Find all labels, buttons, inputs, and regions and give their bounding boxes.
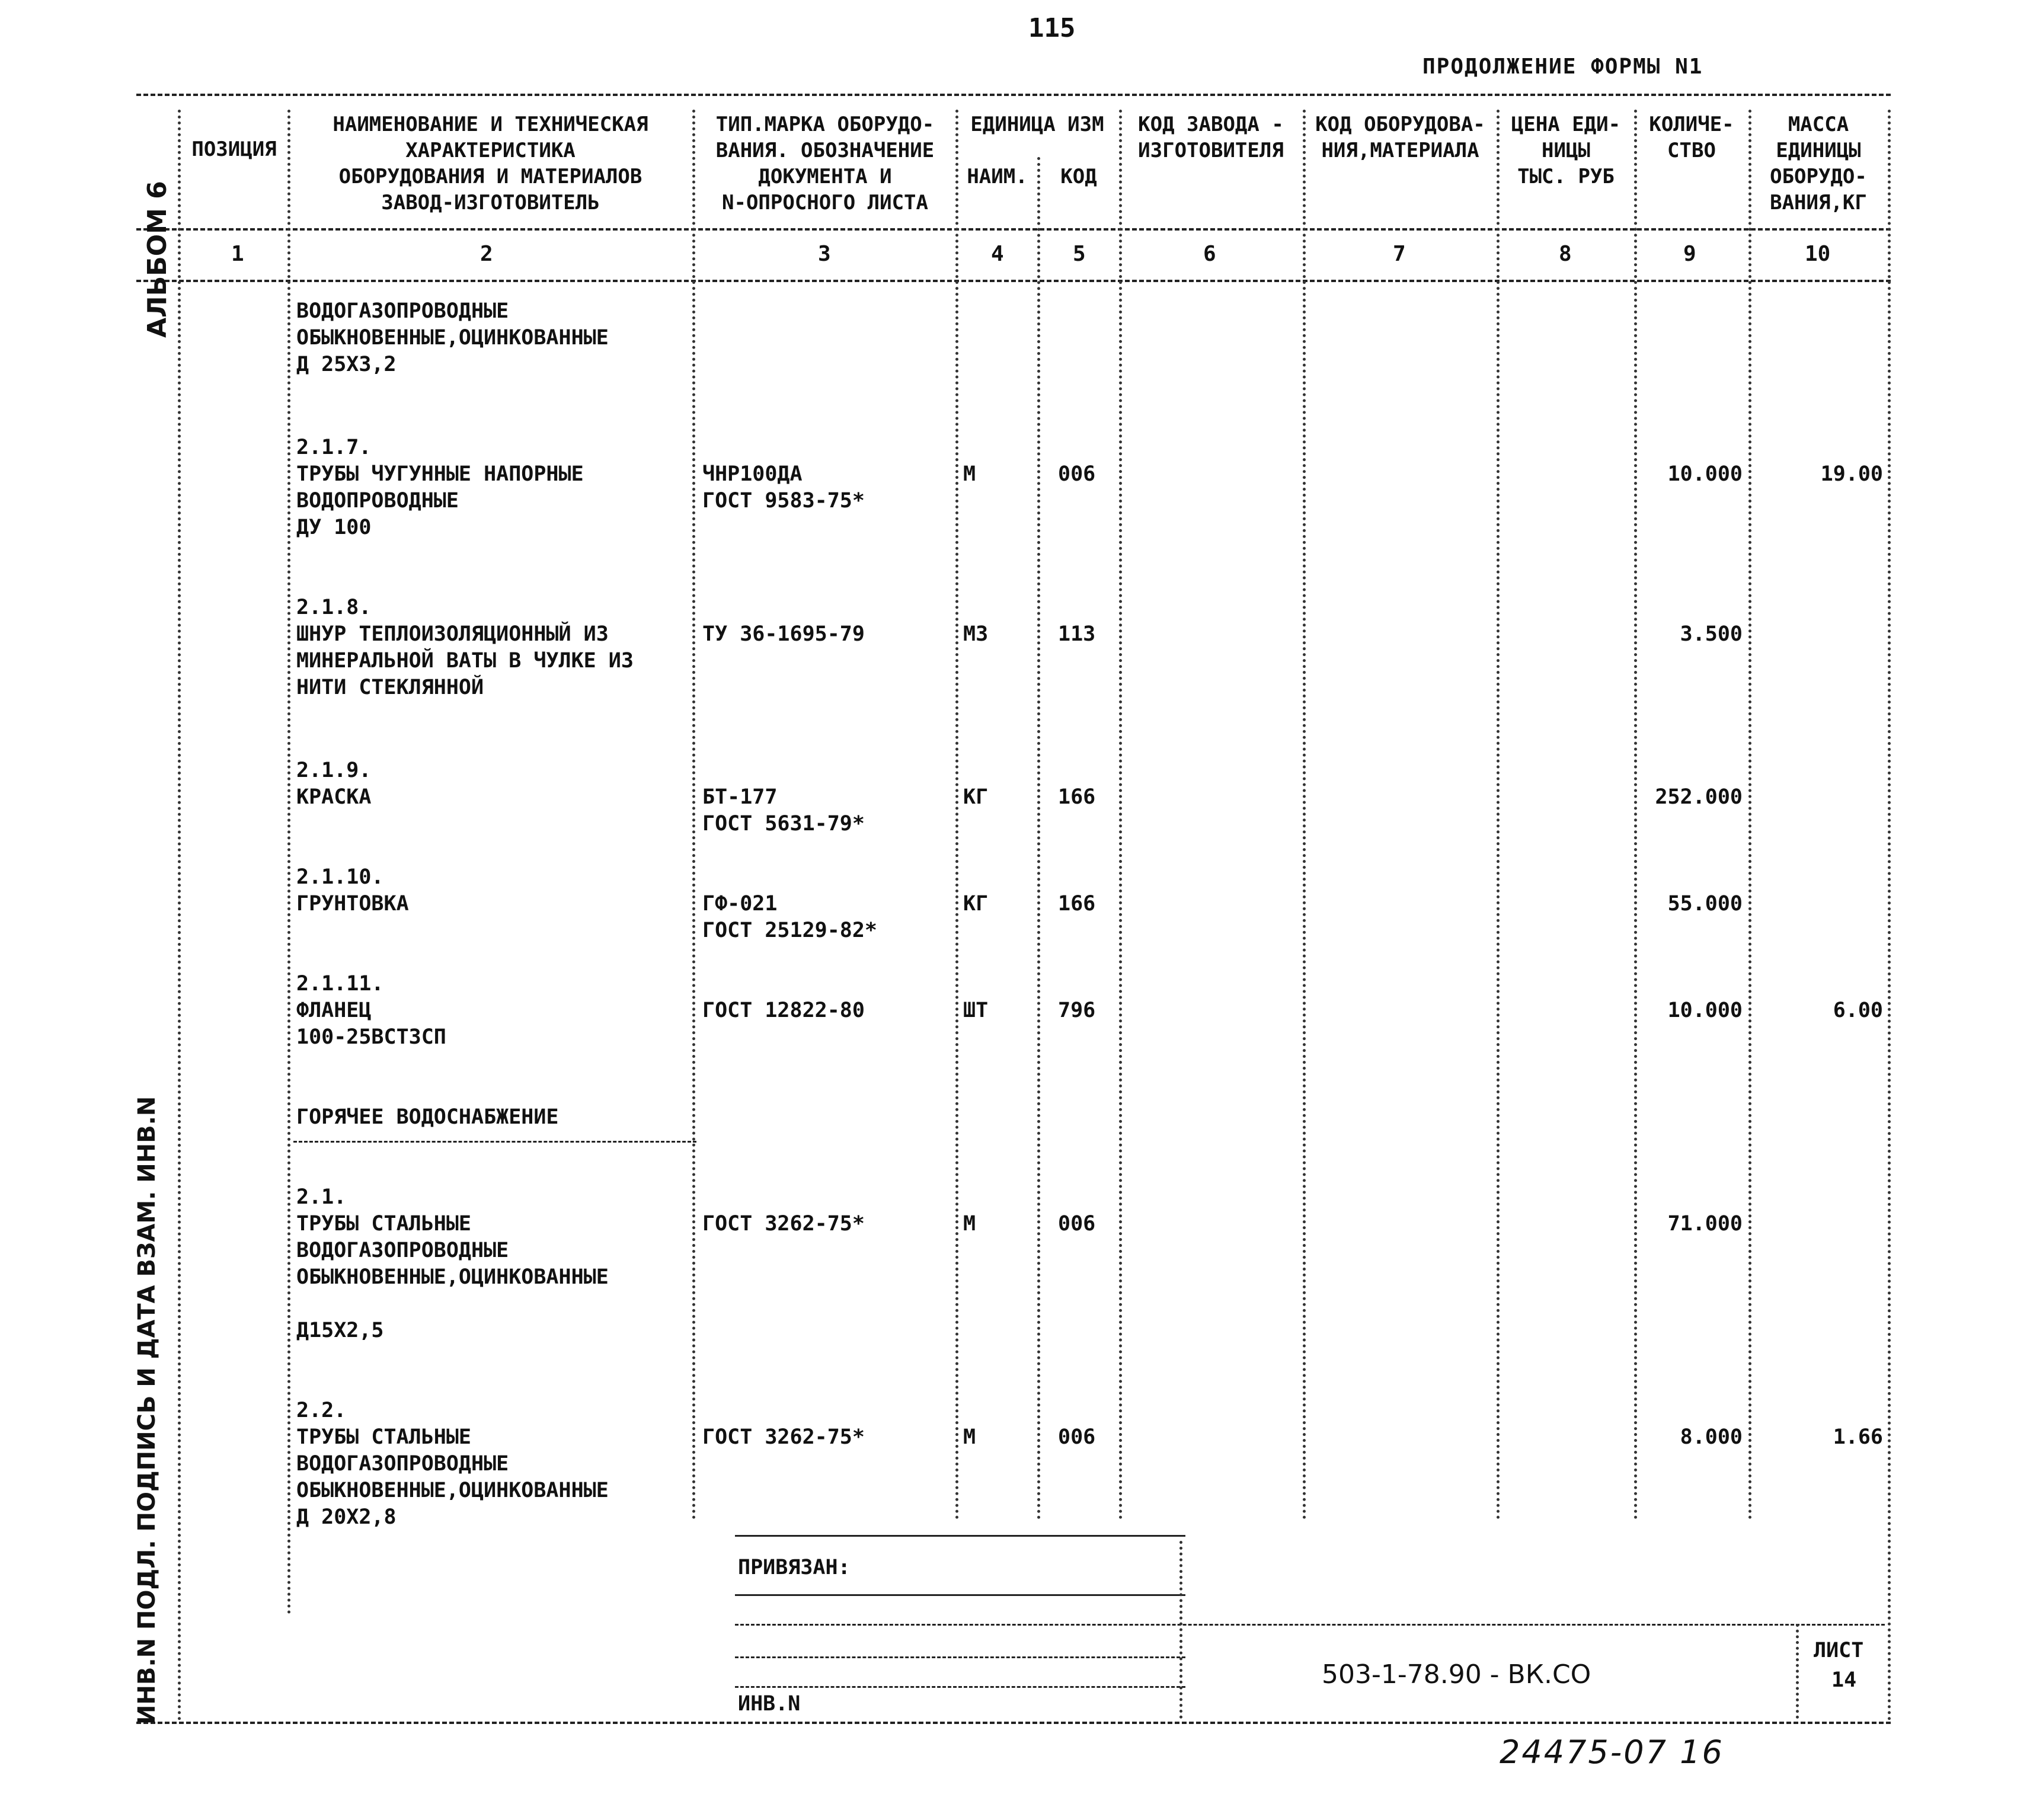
col-sep-4 — [955, 110, 958, 1520]
page-number: 115 — [1028, 13, 1076, 43]
column-number: 1 — [231, 242, 244, 266]
row-position: 2.1.10. — [296, 865, 384, 889]
row-type-line: ЧНР100ДА — [702, 462, 803, 486]
row-type-line: ГОСТ 3262-75* — [702, 1212, 865, 1236]
column-number: 5 — [1073, 242, 1086, 266]
row-quantity: 10.000 — [1667, 999, 1743, 1022]
row-name-line: ВОДОГАЗОПРОВОДНЫЕ — [296, 299, 509, 323]
header-equipment-code: КОД ОБОРУДОВА- НИЯ,МАТЕРИАЛА — [1315, 113, 1485, 162]
row-type-line: ГФ-021 — [702, 892, 778, 916]
row-type-line: ГОСТ 3262-75* — [702, 1425, 865, 1449]
side-stamp: ИНВ.N ПОДЛ. ПОДПИСЬ И ДАТА ВЗАМ. ИНВ.N — [133, 1096, 161, 1725]
row-name-line: ТРУБЫ ЧУГУННЫЕ НАПОРНЫЕ — [296, 462, 584, 486]
row-name-line: ТРУБЫ СТАЛЬНЫЕ — [296, 1425, 472, 1449]
row-quantity: 10.000 — [1667, 462, 1743, 486]
row-unit-code: 006 — [1058, 1212, 1096, 1236]
row-unit: КГ — [963, 892, 989, 916]
row-name-line: ШНУР ТЕПЛОИЗОЛЯЦИОННЫЙ ИЗ — [296, 622, 609, 646]
table-top-rule — [136, 94, 1891, 96]
header-unit-mass: МАССА ЕДИНИЦЫ ОБОРУДО- ВАНИЯ,КГ — [1770, 113, 1867, 215]
column-number: 4 — [991, 242, 1004, 266]
column-number: 10 — [1805, 242, 1831, 266]
row-type-line: БТ-177 — [702, 785, 778, 809]
row-name-line: ВОДОПРОВОДНЫЕ — [296, 489, 459, 513]
header-unit: ЕДИНИЦА ИЗМ — [970, 113, 1104, 136]
row-unit: М — [963, 1212, 976, 1236]
row-unit: М — [963, 462, 976, 486]
header-name: НАИМЕНОВАНИЕ И ТЕХНИЧЕСКАЯ ХАРАКТЕРИСТИКА ОБОРУДОВАНИЯ И МАТЕРИАЛОВ ЗАВОД-ИЗГОТОВИТЕЛЬ — [333, 113, 648, 215]
col-sep-5 — [1037, 157, 1040, 1520]
table-bottom-rule — [136, 1722, 1891, 1724]
row-position: 2.1.9. — [296, 759, 372, 782]
row-name-line: МИНЕРАЛЬНОЙ ВАТЫ В ЧУЛКЕ ИЗ — [296, 649, 634, 673]
section-heading: ГОРЯЧЕЕ ВОДОСНАБЖЕНИЕ — [296, 1105, 559, 1129]
row-unit-code: 006 — [1058, 462, 1096, 486]
header-unit-name: НАИМ. — [967, 165, 1028, 188]
col-sep-3 — [692, 110, 695, 1520]
stamp-rule — [735, 1656, 1185, 1658]
column-number: 3 — [818, 242, 831, 266]
column-number: 2 — [480, 242, 493, 266]
row-unit-code: 006 — [1058, 1425, 1096, 1449]
row-name-line: ВОДОГАЗОПРОВОДНЫЕ — [296, 1239, 509, 1262]
row-name-line: ГРУНТОВКА — [296, 892, 409, 916]
stamp-inv: ИНВ.N — [738, 1692, 801, 1716]
row-position: 2.1.11. — [296, 972, 384, 996]
row-name-line: ТРУБЫ СТАЛЬНЫЕ — [296, 1212, 472, 1236]
row-unit-code: 796 — [1058, 999, 1096, 1022]
row-quantity: 8.000 — [1680, 1425, 1743, 1449]
stamp-bound: ПРИВЯЗАН: — [738, 1556, 851, 1579]
row-name-line: ВОДОГАЗОПРОВОДНЫЕ — [296, 1452, 509, 1476]
row-position: 2.2. — [296, 1399, 347, 1422]
row-unit: М — [963, 1425, 976, 1449]
header-plant-code: КОД ЗАВОДА - ИЗГОТОВИТЕЛЯ — [1138, 113, 1284, 162]
header-quantity: КОЛИЧЕ- СТВО — [1649, 113, 1734, 162]
row-name-line: Д 20Х2,8 — [296, 1505, 397, 1529]
col-sep-7 — [1303, 110, 1306, 1520]
stamp-sep — [1796, 1624, 1799, 1719]
row-name-line: ФЛАНЕЦ — [296, 999, 372, 1022]
header-position: ПОЗИЦИЯ — [191, 137, 277, 161]
row-name-line: ДУ 100 — [296, 516, 372, 539]
sheet-label: ЛИСТ — [1814, 1639, 1864, 1662]
row-name-line: ОБЫКНОВЕННЫЕ,ОЦИНКОВАННЫЕ — [296, 326, 609, 350]
row-name-line: Д15Х2,5 — [296, 1319, 384, 1342]
row-name-line: ОБЫКНОВЕННЫЕ,ОЦИНКОВАННЫЕ — [296, 1265, 609, 1289]
header-bottom-rule — [136, 228, 1891, 231]
stamp-rule — [735, 1594, 1185, 1596]
row-type-line: ГОСТ 9583-75* — [702, 489, 865, 513]
row-unit-code: 166 — [1058, 785, 1096, 809]
row-quantity: 55.000 — [1667, 892, 1743, 916]
row-type-line: ТУ 36-1695-79 — [702, 622, 865, 646]
row-position: 2.1.7. — [296, 436, 372, 459]
header-unit-price: ЦЕНА ЕДИ- НИЦЫ ТЫС. РУБ — [1511, 113, 1621, 188]
column-number: 8 — [1559, 242, 1572, 266]
row-name-line: КРАСКА — [296, 785, 372, 809]
row-mass: 19.00 — [1820, 462, 1883, 486]
row-name-line: НИТИ СТЕКЛЯННОЙ — [296, 676, 484, 699]
row-name-line: ОБЫКНОВЕННЫЕ,ОЦИНКОВАННЫЕ — [296, 1479, 609, 1502]
column-number: 7 — [1393, 242, 1406, 266]
column-number: 9 — [1683, 242, 1696, 266]
album-label: АЛЬБОМ 6 — [142, 181, 172, 338]
header-unit-code: КОД — [1060, 165, 1097, 188]
stamp-rule — [735, 1624, 1885, 1626]
stamp-sep — [1179, 1541, 1182, 1719]
row-quantity: 71.000 — [1667, 1212, 1743, 1236]
row-name-line: Д 25Х3,2 — [296, 353, 397, 376]
row-unit: М3 — [963, 622, 989, 646]
row-position: 2.1. — [296, 1185, 347, 1209]
col-sep-2 — [287, 110, 290, 1615]
section-underline — [293, 1141, 696, 1143]
col-sep-9 — [1634, 110, 1637, 1520]
stamp-rule — [735, 1686, 1185, 1688]
stamp-top-rule — [735, 1535, 1185, 1537]
row-name-line: 100-25ВСТ3СП — [296, 1025, 446, 1049]
sheet-number: 14 — [1831, 1668, 1857, 1692]
col-sep-1 — [178, 110, 181, 1722]
column-number: 6 — [1203, 242, 1216, 266]
row-type-line: ГОСТ 5631-79* — [702, 812, 865, 836]
row-mass: 1.66 — [1833, 1425, 1883, 1449]
document-code: 503-1-78.90 - ВК.СО — [1322, 1659, 1591, 1690]
col-sep-8 — [1497, 110, 1500, 1520]
handwritten-number: 24475-07 16 — [1500, 1733, 1724, 1771]
row-type-line: ГОСТ 12822-80 — [702, 999, 865, 1022]
row-unit: КГ — [963, 785, 989, 809]
col-sep-10 — [1748, 110, 1751, 1520]
row-unit-code: 113 — [1058, 622, 1096, 646]
col-sep-6 — [1119, 110, 1122, 1520]
row-unit-code: 166 — [1058, 892, 1096, 916]
row-position: 2.1.8. — [296, 596, 372, 619]
row-type-line: ГОСТ 25129-82* — [702, 919, 878, 942]
row-quantity: 3.500 — [1680, 622, 1743, 646]
row-unit: ШТ — [963, 999, 989, 1022]
row-mass: 6.00 — [1833, 999, 1883, 1022]
row-quantity: 252.000 — [1655, 785, 1743, 809]
colnum-bottom-rule — [136, 280, 1891, 282]
col-sep-11 — [1888, 110, 1891, 1722]
sheet-title: ПРОДОЛЖЕНИЕ ФОРМЫ N1 — [1422, 55, 1703, 79]
header-type: ТИП.МАРКА ОБОРУДО- ВАНИЯ. ОБОЗНАЧЕНИЕ ДОКУМЕНТА И N-ОПРОСНОГО ЛИСТА — [715, 113, 935, 215]
